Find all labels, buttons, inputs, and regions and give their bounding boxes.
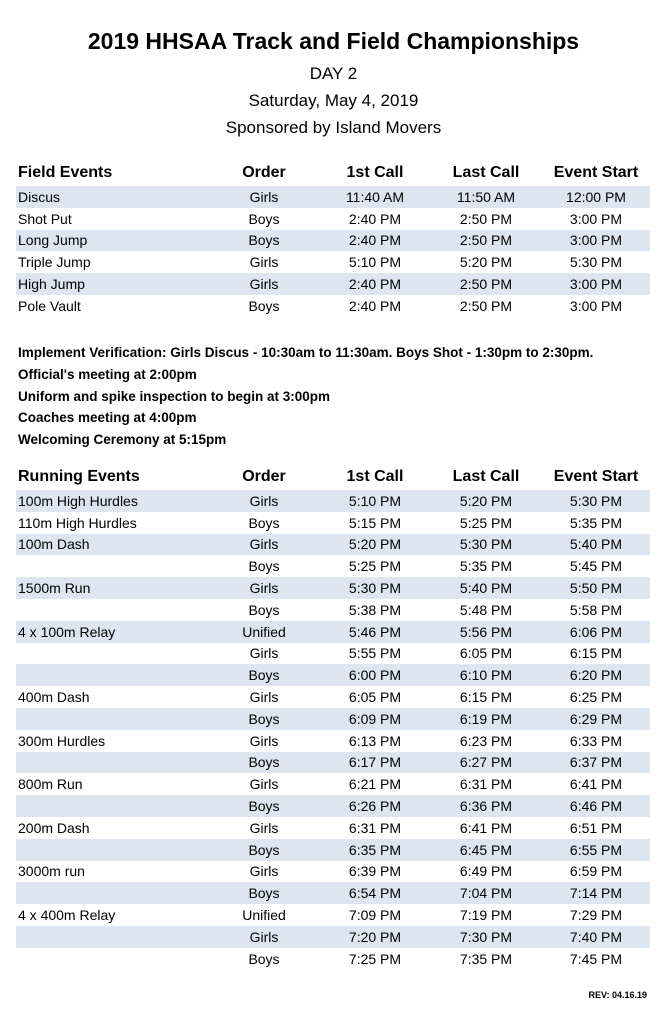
event-name-cell: Triple Jump xyxy=(18,254,91,271)
first-call-cell: 7:20 PM xyxy=(348,928,402,945)
last-call-cell: 7:35 PM xyxy=(459,950,513,967)
table-row xyxy=(16,861,650,883)
event-name-cell: 400m Dash xyxy=(18,689,90,706)
column-header-event-start: Event Start xyxy=(553,164,639,181)
column-header-first-call: 1st Call xyxy=(346,164,404,181)
day-label: DAY 2 xyxy=(309,64,358,83)
event-name-cell: 800m Run xyxy=(18,776,83,793)
table-row xyxy=(16,621,650,643)
last-call-cell: 5:20 PM xyxy=(459,254,513,271)
table-row xyxy=(16,773,650,795)
order-cell: Boys xyxy=(248,210,280,227)
event-start-cell: 5:50 PM xyxy=(569,580,623,597)
event-name-cell: Long Jump xyxy=(18,232,88,249)
event-start-cell: 6:15 PM xyxy=(569,645,623,662)
last-call-cell: 2:50 PM xyxy=(459,210,513,227)
first-call-cell: 7:25 PM xyxy=(348,950,402,967)
order-cell: Boys xyxy=(248,710,280,727)
revision-label: REV: 04.16.19 xyxy=(588,990,647,1000)
running-events-header xyxy=(16,464,650,490)
event-start-cell: 6:51 PM xyxy=(569,819,623,836)
event-start-cell: 6:55 PM xyxy=(569,841,623,858)
event-start-cell: 6:29 PM xyxy=(569,710,623,727)
order-cell: Girls xyxy=(249,254,279,271)
table-row xyxy=(16,817,650,839)
last-call-cell: 6:19 PM xyxy=(459,710,513,727)
last-call-cell: 5:25 PM xyxy=(459,514,513,531)
first-call-cell: 5:25 PM xyxy=(348,558,402,575)
last-call-cell: 6:27 PM xyxy=(459,754,513,771)
last-call-cell: 5:40 PM xyxy=(459,580,513,597)
column-header-last-call: Last Call xyxy=(452,164,520,181)
last-call-cell: 2:50 PM xyxy=(459,232,513,249)
last-call-cell: 6:10 PM xyxy=(459,667,513,684)
order-cell: Girls xyxy=(249,276,279,293)
order-cell: Boys xyxy=(248,885,280,902)
event-start-cell: 6:37 PM xyxy=(569,754,623,771)
date-label: Saturday, May 4, 2019 xyxy=(248,91,419,110)
table-row xyxy=(16,251,650,273)
first-call-cell: 5:46 PM xyxy=(348,623,402,640)
first-call-cell: 6:35 PM xyxy=(348,841,402,858)
event-name-cell: 100m High Hurdles xyxy=(18,492,138,509)
event-start-cell: 7:40 PM xyxy=(569,928,623,945)
first-call-cell: 5:10 PM xyxy=(348,492,402,509)
order-cell: Girls xyxy=(249,580,279,597)
column-header-event-start: Event Start xyxy=(553,468,639,485)
table-row xyxy=(16,795,650,817)
event-start-cell: 5:40 PM xyxy=(569,536,623,553)
field-events-table xyxy=(16,160,650,317)
event-start-cell: 6:20 PM xyxy=(569,667,623,684)
table-row xyxy=(16,230,650,252)
table-row xyxy=(16,664,650,686)
first-call-cell: 6:31 PM xyxy=(348,819,402,836)
order-cell: Girls xyxy=(249,645,279,662)
table-row xyxy=(16,273,650,295)
table-row xyxy=(16,490,650,512)
event-start-cell: 5:35 PM xyxy=(569,514,623,531)
table-row xyxy=(16,512,650,534)
table-row xyxy=(16,948,650,970)
order-cell: Boys xyxy=(248,950,280,967)
first-call-cell: 2:40 PM xyxy=(348,232,402,249)
event-name-cell: High Jump xyxy=(18,276,85,293)
table-row xyxy=(16,643,650,665)
last-call-cell: 2:50 PM xyxy=(459,276,513,293)
first-call-cell: 6:21 PM xyxy=(348,776,402,793)
last-call-cell: 5:30 PM xyxy=(459,536,513,553)
table-row xyxy=(16,904,650,926)
event-start-cell: 3:00 PM xyxy=(569,276,623,293)
first-call-cell: 7:09 PM xyxy=(348,907,402,924)
note-coaches-meeting: Coaches meeting at 4:00pm xyxy=(18,410,197,426)
table-row xyxy=(16,686,650,708)
column-header-last-call: Last Call xyxy=(452,468,520,485)
event-name-cell: 110m High Hurdles xyxy=(18,514,137,531)
order-cell: Boys xyxy=(248,558,280,575)
table-row xyxy=(16,534,650,556)
table-row xyxy=(16,839,650,861)
event-start-cell: 6:46 PM xyxy=(569,798,623,815)
table-row xyxy=(16,708,650,730)
first-call-cell: 2:40 PM xyxy=(348,210,402,227)
order-cell: Boys xyxy=(248,601,280,618)
last-call-cell: 5:56 PM xyxy=(459,623,513,640)
note-uniform-inspection: Uniform and spike inspection to begin at 3:00pm xyxy=(18,388,331,404)
order-cell: Girls xyxy=(249,492,279,509)
order-cell: Boys xyxy=(248,667,280,684)
table-row xyxy=(16,752,650,774)
first-call-cell: 5:10 PM xyxy=(348,254,402,271)
order-cell: Boys xyxy=(248,232,280,249)
event-start-cell: 5:30 PM xyxy=(569,254,623,271)
event-name-cell: Pole Vault xyxy=(18,297,81,314)
last-call-cell: 5:35 PM xyxy=(459,558,513,575)
first-call-cell: 6:54 PM xyxy=(348,885,402,902)
event-start-cell: 5:58 PM xyxy=(569,601,623,618)
first-call-cell: 5:38 PM xyxy=(348,601,402,618)
table-row xyxy=(16,926,650,948)
order-cell: Boys xyxy=(248,754,280,771)
first-call-cell: 6:17 PM xyxy=(348,754,402,771)
event-name-cell: 200m Dash xyxy=(18,819,90,836)
event-name-cell: 3000m run xyxy=(18,863,85,880)
table-row xyxy=(16,208,650,230)
order-cell: Girls xyxy=(249,689,279,706)
event-start-cell: 6:41 PM xyxy=(569,776,623,793)
order-cell: Girls xyxy=(249,536,279,553)
table-row xyxy=(16,882,650,904)
last-call-cell: 7:30 PM xyxy=(459,928,513,945)
first-call-cell: 5:55 PM xyxy=(348,645,402,662)
event-name-cell: 100m Dash xyxy=(18,536,90,553)
table-row xyxy=(16,599,650,621)
last-call-cell: 7:19 PM xyxy=(459,907,513,924)
first-call-cell: 5:15 PM xyxy=(348,514,402,531)
order-cell: Girls xyxy=(249,819,279,836)
event-start-cell: 7:29 PM xyxy=(569,907,623,924)
event-start-cell: 3:00 PM xyxy=(569,210,623,227)
last-call-cell: 6:49 PM xyxy=(459,863,513,880)
first-call-cell: 6:39 PM xyxy=(348,863,402,880)
last-call-cell: 6:41 PM xyxy=(459,819,513,836)
event-start-cell: 6:59 PM xyxy=(569,863,623,880)
sponsor-label: Sponsored by Island Movers xyxy=(225,118,442,137)
order-cell: Girls xyxy=(249,188,279,205)
event-name-cell: Discus xyxy=(18,188,61,205)
event-start-cell: 3:00 PM xyxy=(569,297,623,314)
field-events-header xyxy=(16,160,650,186)
last-call-cell: 5:20 PM xyxy=(459,492,513,509)
column-header-order: Order xyxy=(242,468,286,485)
last-call-cell: 6:36 PM xyxy=(459,798,513,815)
event-name-cell: 1500m Run xyxy=(18,580,91,597)
event-start-cell: 12:00 PM xyxy=(566,188,626,205)
event-start-cell: 6:25 PM xyxy=(569,689,623,706)
first-call-cell: 5:20 PM xyxy=(348,536,402,553)
event-name-cell: 300m Hurdles xyxy=(18,732,106,749)
last-call-cell: 6:45 PM xyxy=(459,841,513,858)
event-start-cell: 6:33 PM xyxy=(569,732,623,749)
note-welcoming-ceremony: Welcoming Ceremony at 5:15pm xyxy=(18,432,227,448)
event-name-cell: 4 x 100m Relay xyxy=(18,623,116,640)
note-implement-verification: Implement Verification: Girls Discus - 10:30am to 11:30am. Boys Shot - 1:30pm to 2:30pm. xyxy=(18,345,594,360)
running-events-rows xyxy=(16,490,650,970)
first-call-cell: 2:40 PM xyxy=(348,276,402,293)
last-call-cell: 6:05 PM xyxy=(459,645,513,662)
order-cell: Girls xyxy=(249,776,279,793)
order-cell: Girls xyxy=(249,863,279,880)
column-header-order: Order xyxy=(242,164,286,181)
first-call-cell: 6:05 PM xyxy=(348,689,402,706)
event-name-cell: 4 x 400m Relay xyxy=(18,907,116,924)
order-cell: Boys xyxy=(248,514,280,531)
first-call-cell: 6:09 PM xyxy=(348,710,402,727)
first-call-cell: 2:40 PM xyxy=(348,297,402,314)
order-cell: Unified xyxy=(242,623,286,640)
field-events-rows xyxy=(16,186,650,317)
event-start-cell: 6:06 PM xyxy=(569,623,623,640)
table-row xyxy=(16,730,650,752)
last-call-cell: 2:50 PM xyxy=(459,297,513,314)
order-cell: Boys xyxy=(248,841,280,858)
last-call-cell: 11:50 AM xyxy=(456,188,516,205)
order-cell: Boys xyxy=(248,798,280,815)
running-events-table xyxy=(16,464,650,970)
notes-block xyxy=(18,342,658,451)
event-start-cell: 7:45 PM xyxy=(569,950,623,967)
last-call-cell: 5:48 PM xyxy=(459,601,513,618)
first-call-cell: 6:13 PM xyxy=(348,732,402,749)
table-row xyxy=(16,295,650,317)
event-start-cell: 5:30 PM xyxy=(569,492,623,509)
last-call-cell: 6:23 PM xyxy=(459,732,513,749)
column-header-event: Running Events xyxy=(18,468,140,485)
last-call-cell: 6:15 PM xyxy=(459,689,513,706)
first-call-cell: 11:40 AM xyxy=(345,188,405,205)
first-call-cell: 5:30 PM xyxy=(348,580,402,597)
event-start-cell: 5:45 PM xyxy=(569,558,623,575)
column-header-event: Field Events xyxy=(18,164,113,181)
first-call-cell: 6:26 PM xyxy=(348,798,402,815)
column-header-first-call: 1st Call xyxy=(346,468,404,485)
note-officials-meeting: Official's meeting at 2:00pm xyxy=(18,366,197,382)
table-row xyxy=(16,577,650,599)
table-row xyxy=(16,186,650,208)
order-cell: Girls xyxy=(249,928,279,945)
event-start-cell: 7:14 PM xyxy=(569,885,623,902)
order-cell: Boys xyxy=(248,297,280,314)
table-row xyxy=(16,555,650,577)
event-name-cell: Shot Put xyxy=(18,210,72,227)
page-title: 2019 HHSAA Track and Field Championships xyxy=(87,28,580,54)
last-call-cell: 6:31 PM xyxy=(459,776,513,793)
order-cell: Unified xyxy=(242,907,286,924)
first-call-cell: 6:00 PM xyxy=(348,667,402,684)
event-start-cell: 3:00 PM xyxy=(569,232,623,249)
order-cell: Girls xyxy=(249,732,279,749)
last-call-cell: 7:04 PM xyxy=(459,885,513,902)
